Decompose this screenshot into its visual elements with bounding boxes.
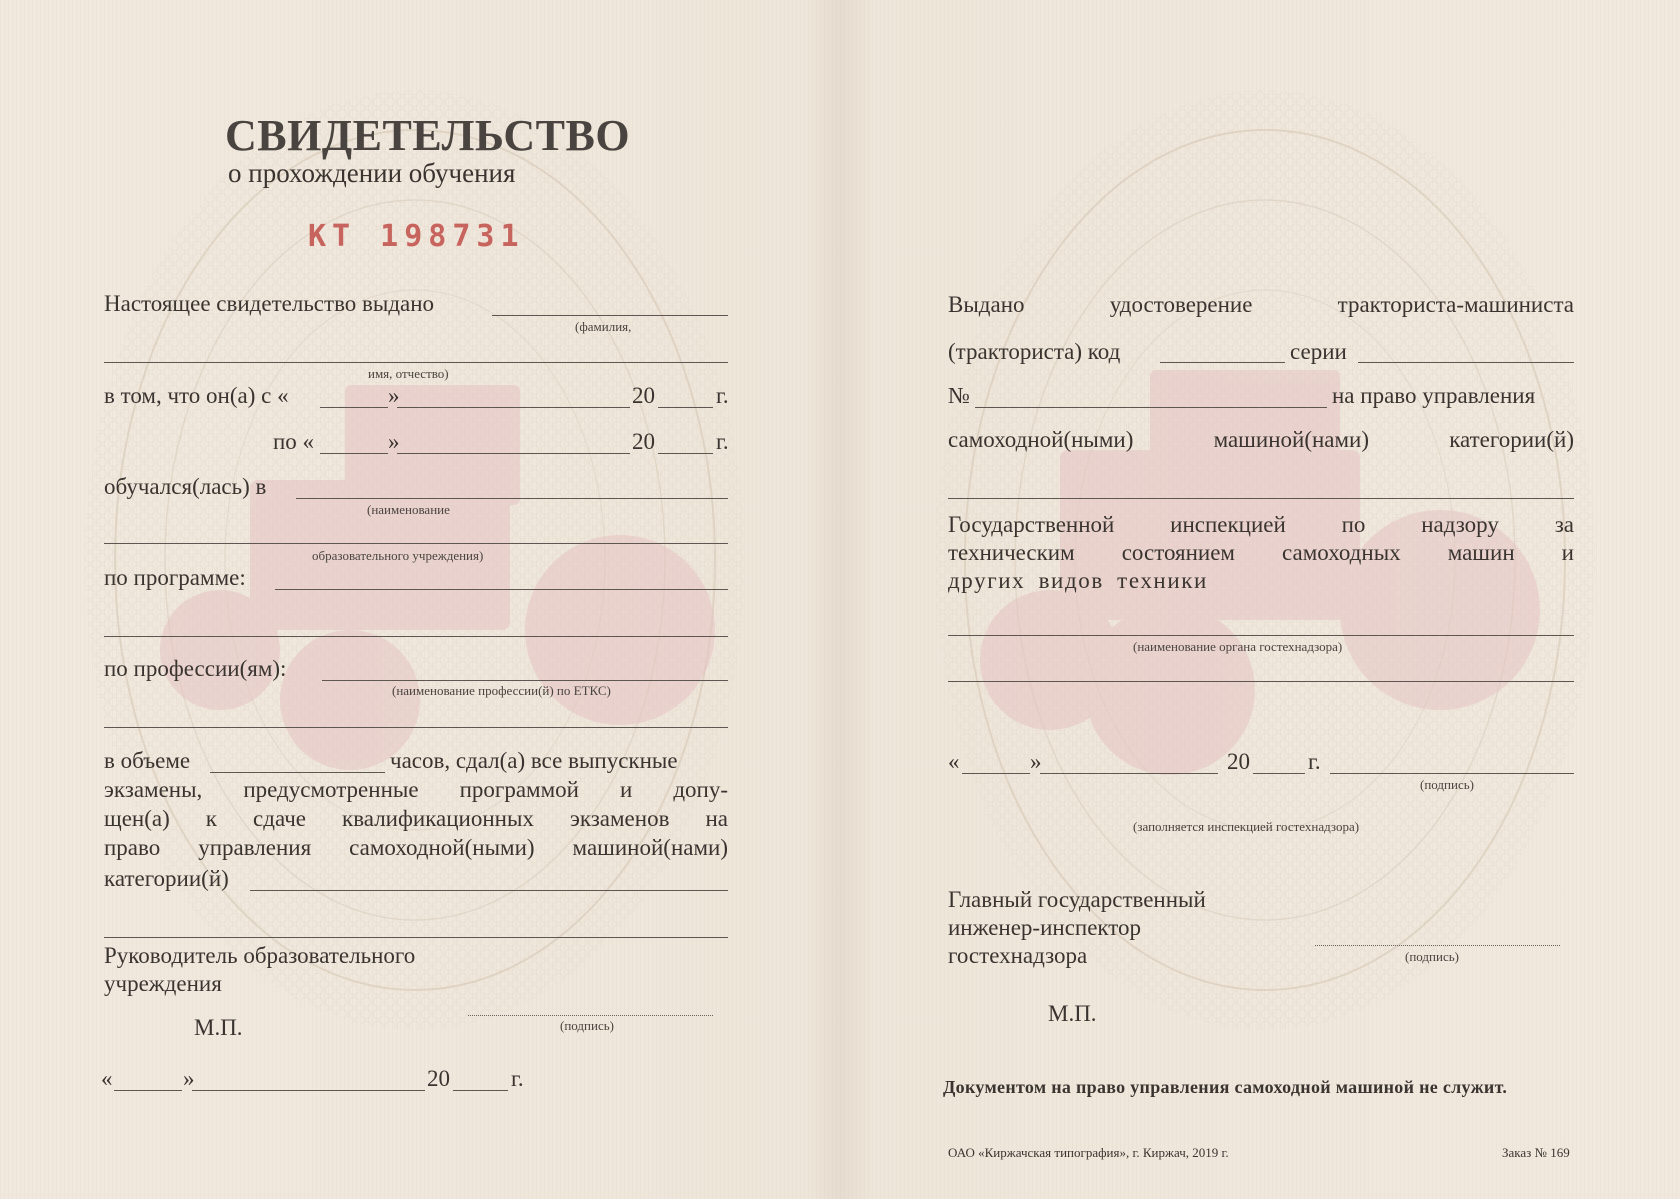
program-line-2 <box>104 636 728 637</box>
profession-caption: (наименование профессии(й) по ЕТКС) <box>392 683 611 698</box>
from-year-prefix: 20 <box>632 383 655 408</box>
issue-year-prefix: 20 <box>427 1066 450 1091</box>
institution-caption-2: образовательного учреждения) <box>312 548 484 563</box>
chief-label-line-3: гостехнадзора <box>948 943 1088 968</box>
from-month-line <box>397 407 630 408</box>
to-date-label: по « <box>273 429 315 454</box>
order-number: Заказ № 169 <box>1502 1145 1570 1160</box>
to-year-suffix: г. <box>716 429 729 454</box>
name-caption: имя, отчество) <box>368 366 449 381</box>
issued-license-label: Выдано удостоверение тракториста-машиниста <box>948 292 1574 317</box>
authority-line-1 <box>948 635 1574 636</box>
filled-by-caption: (заполняется инспекцией гостехнадзора) <box>1133 819 1360 834</box>
profession-line-2 <box>104 727 728 728</box>
name-line <box>104 362 728 363</box>
studied-in-label: обучался(лась) в <box>104 474 267 499</box>
exam-paragraph-line-2: щен(а) к сдаче квалификационных экзаменов на <box>104 806 728 831</box>
code-line <box>1160 362 1285 363</box>
right-year-suffix: г. <box>1308 749 1321 774</box>
institution-line-2 <box>104 543 728 544</box>
right-month-line <box>1040 773 1218 774</box>
category-line <box>948 498 1574 499</box>
exam-paragraph-line-3: право управления самоходной(ными) машиной(нами) <box>104 835 728 860</box>
certificate-title: СВИДЕТЕЛЬСТВО <box>225 111 631 160</box>
not-a-license-notice: Документом на право управления самоходной машиной не служит. <box>943 1077 1508 1097</box>
issue-year-suffix: г. <box>511 1066 524 1091</box>
right-date-open: « <box>948 749 960 774</box>
categories-label: категории(й) <box>104 866 229 891</box>
printer-imprint: ОАО «Киржачская типография», г. Киржач, 2019 г. <box>948 1145 1229 1160</box>
serial-number: КТ 198731 <box>308 219 525 254</box>
right-quote-close: » <box>1030 749 1042 774</box>
head-label-line-2: учреждения <box>104 971 222 996</box>
issue-year-line <box>453 1090 508 1091</box>
head-signature-line <box>468 1015 713 1016</box>
number-line <box>975 407 1327 408</box>
head-signature-caption: (подпись) <box>560 1018 614 1033</box>
volume-label: в объеме <box>104 748 191 773</box>
code-label: (тракториста) код <box>948 339 1121 364</box>
vehicle-category-label: самоходной(ными) машиной(нами) категории(й) <box>948 427 1574 452</box>
chief-signature-line <box>1315 945 1560 946</box>
profession-label: по профессии(ям): <box>104 656 287 681</box>
to-quote-close: » <box>388 429 400 454</box>
categories-line-2 <box>104 937 728 938</box>
authority-caption: (наименование органа гостехнадзора) <box>1133 639 1343 654</box>
from-year-line <box>658 407 713 408</box>
left-stamp-label: М.П. <box>194 1015 243 1040</box>
head-label-line-1: Руководитель образовательного <box>104 943 416 968</box>
to-year-prefix: 20 <box>632 429 655 454</box>
right-year-prefix: 20 <box>1227 749 1250 774</box>
program-line-1 <box>275 589 728 590</box>
from-date-label: в том, что он(а) с « <box>104 383 289 408</box>
issued-to-label: Настоящее свидетельство выдано <box>104 291 435 316</box>
issue-day-line <box>114 1090 182 1091</box>
categories-line-1 <box>250 890 728 891</box>
from-quote-close: » <box>388 383 400 408</box>
institution-line-1 <box>296 498 728 499</box>
surname-line <box>492 315 728 316</box>
exam-paragraph-line-1: экзамены, предусмотренные программой и допу- <box>104 777 728 802</box>
surname-caption: (фамилия, <box>575 319 632 334</box>
hours-line <box>210 772 385 773</box>
right-to-drive-label: на право управления <box>1332 383 1536 408</box>
certificate-subtitle: о прохождении обучения <box>228 158 516 188</box>
series-label: серии <box>1290 339 1347 364</box>
volume-rest: часов, сдал(а) все выпускные <box>390 748 678 773</box>
chief-signature-caption: (подпись) <box>1405 949 1459 964</box>
inspection-signature-caption: (подпись) <box>1420 777 1474 792</box>
inspection-signature-line <box>1330 773 1574 774</box>
right-day-line <box>962 773 1030 774</box>
to-month-line <box>397 453 630 454</box>
profession-line-1 <box>322 680 728 681</box>
to-year-line <box>658 453 713 454</box>
to-day-line <box>320 453 388 454</box>
from-day-line <box>320 407 388 408</box>
issue-quote-close: » <box>183 1066 195 1091</box>
chief-label-line-2: инженер-инспектор <box>948 915 1142 940</box>
series-line <box>1358 362 1574 363</box>
issue-month-line <box>192 1090 425 1091</box>
program-label: по программе: <box>104 565 246 590</box>
issue-date-open: « <box>101 1066 113 1091</box>
from-year-suffix: г. <box>716 383 729 408</box>
institution-caption-1: (наименование <box>367 502 450 517</box>
authority-line-2 <box>948 681 1574 682</box>
inspection-line-2: техническим состоянием самоходных машин и <box>948 540 1574 565</box>
inspection-line-1: Государственной инспекцией по надзору за <box>948 512 1574 537</box>
right-stamp-label: М.П. <box>1048 1001 1097 1026</box>
inspection-line-3: других видов техники <box>948 568 1208 593</box>
right-year-line <box>1253 773 1305 774</box>
chief-label-line-1: Главный государственный <box>948 887 1206 912</box>
number-label: № <box>948 383 970 408</box>
